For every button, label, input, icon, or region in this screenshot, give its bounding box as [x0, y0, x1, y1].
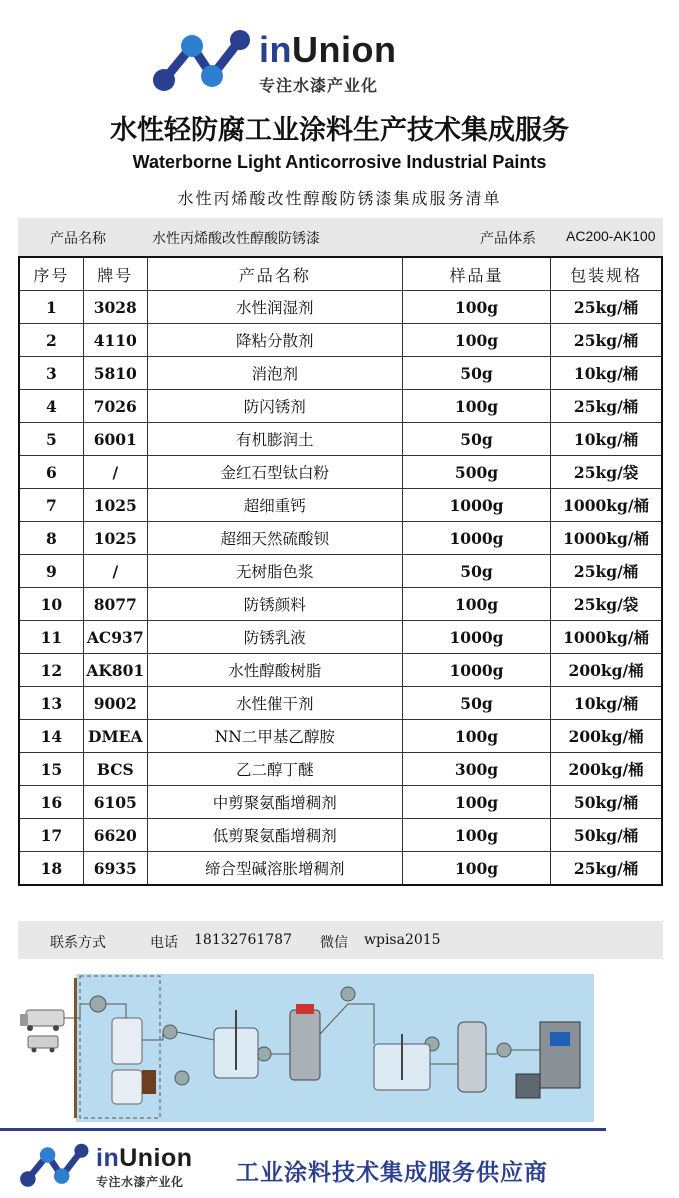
cell-code: /	[83, 456, 147, 489]
cell-code: 6105	[83, 786, 147, 819]
footer-logo	[18, 1142, 193, 1192]
cell-sample: 300g	[402, 753, 550, 786]
cell-package: 50kg/桶	[551, 819, 662, 852]
table-row	[19, 324, 662, 357]
brand-suffix: Union	[292, 28, 397, 70]
footer-brand-name	[96, 1145, 193, 1171]
cell-sample: 50g	[402, 687, 550, 720]
cell-name: 有机膨润土	[147, 423, 402, 456]
footer-brand-prefix: in	[96, 1143, 120, 1172]
cell-code: 7026	[83, 390, 147, 423]
table-row	[19, 819, 662, 852]
cell-code: AC937	[83, 621, 147, 654]
table-header-row	[19, 257, 662, 291]
cell-package: 25kg/桶	[551, 555, 662, 588]
brand-name	[259, 28, 397, 70]
inunion-logo-mark-icon	[18, 1142, 92, 1192]
cell-name: 水性催干剂	[147, 687, 402, 720]
cell-name: 超细重钙	[147, 489, 402, 522]
table-row	[19, 720, 662, 753]
column-header-code: 牌号	[83, 257, 147, 291]
table-row	[19, 621, 662, 654]
cell-index: 13	[19, 687, 83, 720]
column-header-sample: 样品量	[402, 257, 550, 291]
cell-package: 25kg/桶	[551, 852, 662, 886]
cell-package: 1000kg/桶	[551, 522, 662, 555]
diagram-wall	[74, 978, 77, 1118]
cell-package: 25kg/桶	[551, 291, 662, 324]
footer-slogan: 工业涂料技术集成服务供应商	[236, 1160, 548, 1186]
table-row	[19, 687, 662, 720]
phone-value: 18132761787	[194, 932, 292, 948]
cell-package: 25kg/桶	[551, 390, 662, 423]
cell-name: 水性醇酸树脂	[147, 654, 402, 687]
table-row	[19, 654, 662, 687]
table-row	[19, 852, 662, 886]
brand-prefix: in	[259, 28, 292, 70]
cell-sample: 100g	[402, 786, 550, 819]
column-header-index: 序号	[19, 257, 83, 291]
cell-code: DMEA	[83, 720, 147, 753]
cell-sample: 500g	[402, 456, 550, 489]
tank-truck-small-icon	[28, 1036, 58, 1053]
cell-code: 1025	[83, 522, 147, 555]
cell-package: 10kg/桶	[551, 357, 662, 390]
cell-package: 1000kg/桶	[551, 489, 662, 522]
filter-icon	[458, 1022, 486, 1092]
cell-package: 50kg/桶	[551, 786, 662, 819]
cell-package: 25kg/袋	[551, 588, 662, 621]
table-body	[19, 291, 662, 886]
page-title: 水性轻防腐工业涂料生产技术集成服务	[110, 115, 569, 146]
cell-index: 1	[19, 291, 83, 324]
cell-name: 防锈乳液	[147, 621, 402, 654]
cell-sample: 1000g	[402, 489, 550, 522]
cell-package: 200kg/桶	[551, 753, 662, 786]
table-row	[19, 456, 662, 489]
cell-sample: 100g	[402, 390, 550, 423]
footer-divider	[0, 1128, 606, 1131]
cell-sample: 100g	[402, 324, 550, 357]
cell-package: 200kg/桶	[551, 654, 662, 687]
page-subtitle: 水性丙烯酸改性醇酸防锈漆集成服务清单	[177, 189, 502, 208]
cell-name: 低剪聚氨酯增稠剂	[147, 819, 402, 852]
cell-name: 防锈颜料	[147, 588, 402, 621]
cell-code: AK801	[83, 654, 147, 687]
cell-name: NN二甲基乙醇胺	[147, 720, 402, 753]
cell-name: 超细天然硫酸钡	[147, 522, 402, 555]
cell-index: 9	[19, 555, 83, 588]
cell-code: 4110	[83, 324, 147, 357]
cell-code: 9002	[83, 687, 147, 720]
cell-index: 18	[19, 852, 83, 886]
cell-code: 1025	[83, 489, 147, 522]
product-name-value: 水性丙烯酸改性醇酸防锈漆	[152, 231, 320, 247]
cell-index: 6	[19, 456, 83, 489]
wechat-label: 微信	[320, 935, 348, 951]
inunion-logo-mark-icon	[150, 28, 255, 98]
cell-code: 6935	[83, 852, 147, 886]
cell-index: 17	[19, 819, 83, 852]
cell-name: 消泡剂	[147, 357, 402, 390]
table-row	[19, 786, 662, 819]
product-system-label: 产品体系	[480, 231, 536, 247]
contact-label: 联系方式	[50, 935, 106, 951]
cell-index: 11	[19, 621, 83, 654]
brand-tagline: 专注水漆产业化	[259, 75, 379, 95]
production-process-diagram	[18, 974, 594, 1122]
cell-package: 200kg/桶	[551, 720, 662, 753]
phone-label: 电话	[150, 935, 178, 951]
cell-sample: 50g	[402, 423, 550, 456]
table-row	[19, 522, 662, 555]
table-row	[19, 291, 662, 324]
column-header-package: 包装规格	[551, 257, 662, 291]
cell-index: 7	[19, 489, 83, 522]
footer-brand-suffix: Union	[119, 1143, 193, 1172]
diagram-background	[76, 974, 594, 1122]
table-row	[19, 423, 662, 456]
table-row	[19, 390, 662, 423]
product-name-label: 产品名称	[50, 231, 106, 247]
cell-sample: 1000g	[402, 522, 550, 555]
cell-code: 6620	[83, 819, 147, 852]
cell-name: 缔合型碱溶胀增稠剂	[147, 852, 402, 886]
cell-sample: 100g	[402, 291, 550, 324]
cell-package: 10kg/桶	[551, 687, 662, 720]
cell-code: /	[83, 555, 147, 588]
cell-sample: 50g	[402, 357, 550, 390]
cell-index: 5	[19, 423, 83, 456]
cell-name: 防闪锈剂	[147, 390, 402, 423]
cell-package: 10kg/桶	[551, 423, 662, 456]
contact-bar	[18, 921, 663, 959]
cell-package: 25kg/桶	[551, 324, 662, 357]
cell-sample: 100g	[402, 819, 550, 852]
cell-name: 金红石型钛白粉	[147, 456, 402, 489]
cell-code: 8077	[83, 588, 147, 621]
cell-index: 2	[19, 324, 83, 357]
cell-name: 降粘分散剂	[147, 324, 402, 357]
table-row	[19, 555, 662, 588]
table-row	[19, 588, 662, 621]
grinding-mill-icon	[290, 1004, 320, 1080]
cell-index: 4	[19, 390, 83, 423]
cell-index: 3	[19, 357, 83, 390]
cell-name: 乙二醇丁醚	[147, 753, 402, 786]
cell-code: BCS	[83, 753, 147, 786]
table-row	[19, 357, 662, 390]
cell-code: 5810	[83, 357, 147, 390]
cell-sample: 100g	[402, 852, 550, 886]
product-info-bar	[18, 218, 663, 256]
cell-package: 1000kg/桶	[551, 621, 662, 654]
product-system-value: AC200-AK100	[566, 228, 656, 244]
header-logo	[150, 28, 396, 98]
cell-index: 10	[19, 588, 83, 621]
cell-sample: 1000g	[402, 654, 550, 687]
cell-sample: 100g	[402, 588, 550, 621]
cell-sample: 100g	[402, 720, 550, 753]
cell-code: 6001	[83, 423, 147, 456]
footer-brand-tagline: 专注水漆产业化	[96, 1174, 184, 1189]
column-header-name: 产品名称	[147, 257, 402, 291]
cell-name: 中剪聚氨酯增稠剂	[147, 786, 402, 819]
cell-package: 25kg/袋	[551, 456, 662, 489]
table-row	[19, 489, 662, 522]
cell-index: 8	[19, 522, 83, 555]
page-title-english: Waterborne Light Anticorrosive Industrial Paints	[132, 152, 547, 172]
product-table	[18, 256, 663, 886]
cell-index: 15	[19, 753, 83, 786]
tanker-truck-icon	[20, 1010, 64, 1031]
cell-name: 无树脂色浆	[147, 555, 402, 588]
cell-code: 3028	[83, 291, 147, 324]
cell-index: 12	[19, 654, 83, 687]
cell-sample: 1000g	[402, 621, 550, 654]
table-row	[19, 753, 662, 786]
cell-index: 16	[19, 786, 83, 819]
wechat-value: wpisa2015	[364, 932, 441, 948]
cell-name: 水性润湿剂	[147, 291, 402, 324]
cell-sample: 50g	[402, 555, 550, 588]
cell-index: 14	[19, 720, 83, 753]
